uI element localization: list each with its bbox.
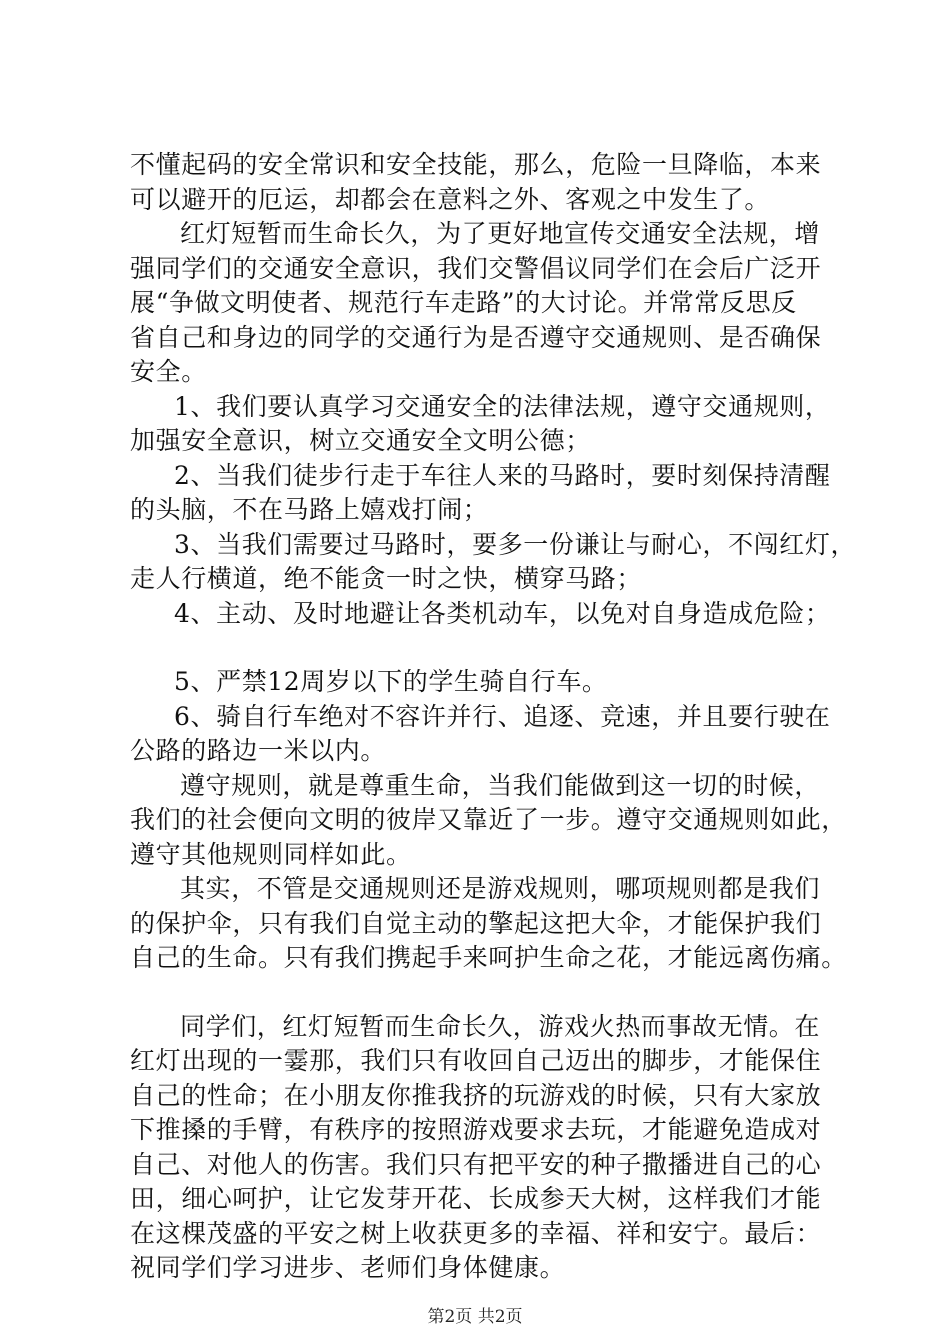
list-item-3: 3、当我们需要过马路时，要多一份谦让与耐心，不闯红灯， [174,529,857,559]
text-line: 的保护伞，只有我们自觉主动的擎起这把大伞，才能保护我们 [130,908,822,938]
text-line: 同学们，红灯短暂而生命长久，游戏火热而事故无情。在 [180,1011,821,1041]
list-item-6: 6、骑自行车绝对不容许并行、追逐、竞速，并且要行驶在 [174,701,831,731]
text-line: 自己的生命。只有我们携起手来呵护生命之花，才能远离伤痛。 [130,943,847,972]
text-line: 红灯出现的一霎那，我们只有收回自己迈出的脚步，才能保住 [130,1046,822,1075]
text-line: 可以避开的厄运，却都会在意料之外、客观之中发生了。 [130,184,771,214]
text-line: 不懂起码的安全常识和安全技能，那么，危险一旦降临，本来 [130,150,822,179]
text-line: 安全。 [130,357,207,386]
text-line: 下推搡的手臂，有秩序的按照游戏要求去玩，才能避免造成对 [130,1115,822,1144]
text-line: 田，细心呵护，让它发芽开花、长成参天大树，这样我们才能 [130,1184,822,1213]
list-item-4: 4、主动、及时地避让各类机动车，以免对自身造成危险； [174,598,831,628]
text-line: 祝同学们学习进步、老师们身体健康。 [130,1253,566,1282]
list-item-1: 1、我们要认真学习交通安全的法律法规，遵守交通规则， [174,391,831,421]
document-body [130,148,858,1286]
text-line: 遵守其他规则同样如此。 [130,839,412,869]
text-line: 的头脑，不在马路上嬉戏打闹； [130,495,489,524]
text-line: 我们的社会便向文明的彼岸又靠近了一步。遵守交通规则如此， [130,805,847,834]
text-line: 自己的性命；在小朋友你推我挤的玩游戏的时候，只有大家放 [130,1080,822,1110]
page-number-footer: 第2页 共2页 [427,1307,523,1327]
paragraph-gap [130,631,858,665]
text-line: 展“争做文明使者、规范行车走路”的大讨论。并常常反思反 [130,288,797,317]
text-line: 遵守规则，就是尊重生命，当我们能做到这一切的时候， [180,770,821,800]
text-line: 自己、对他人的伤害。我们只有把平安的种子撒播进自己的心 [130,1149,822,1179]
list-item-5: 5、严禁12周岁以下的学生骑自行车。 [174,667,608,696]
text-line: 走人行横道，绝不能贪一时之快，横穿马路； [130,564,643,593]
text-line: 其实，不管是交通规则还是游戏规则，哪项规则都是我们 [180,874,821,903]
text-line: 公路的路边一米以内。 [130,736,387,765]
text-line: 加强安全意识，树立交通安全文明公德； [130,426,591,455]
paragraph-gap [130,976,858,1010]
text-line: 强同学们的交通安全意识，我们交警倡议同学们在会后广泛开 [130,253,822,283]
list-item-2: 2、当我们徒步行走于车往人来的马路时，要时刻保持清醒 [174,460,831,490]
text-line: 省自己和身边的同学的交通行为是否遵守交通规则、是否确保 [130,322,822,352]
text-line: 在这棵茂盛的平安之树上收获更多的幸福、祥和安宁。最后： [130,1218,822,1248]
text-line: 红灯短暂而生命长久，为了更好地宣传交通安全法规，增 [180,219,821,248]
